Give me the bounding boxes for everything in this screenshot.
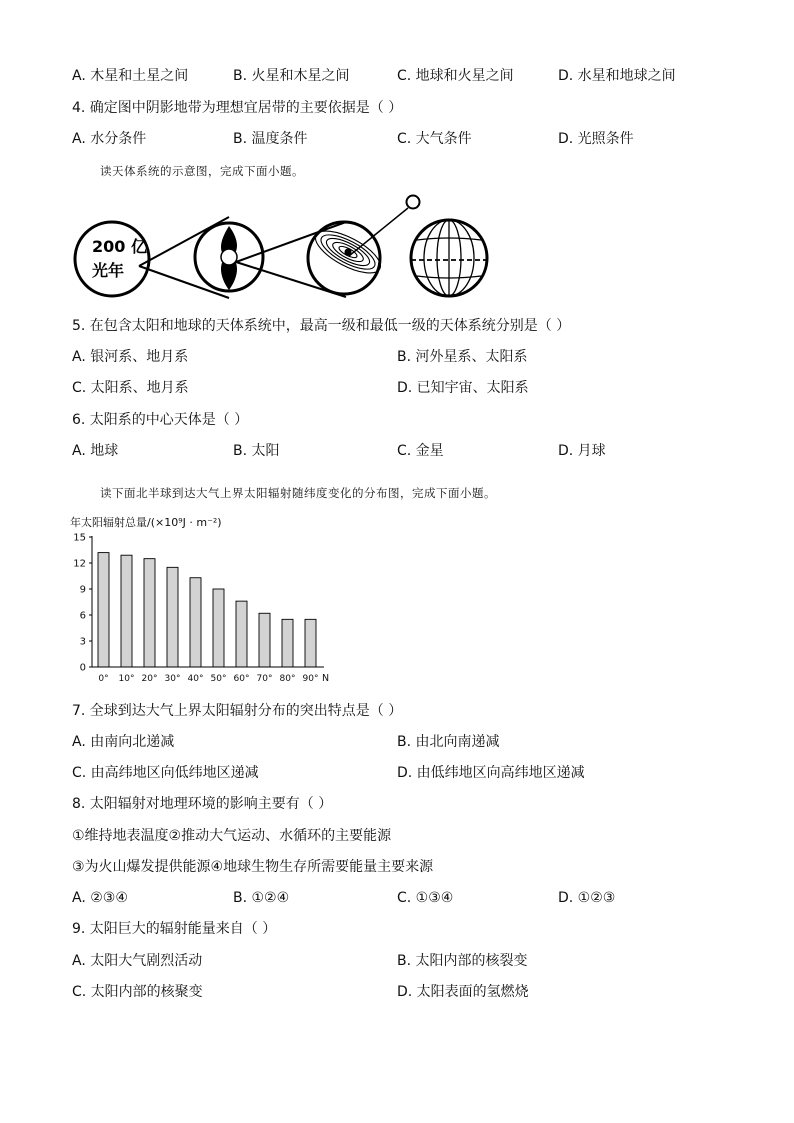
q5-option-a: A. 银河系、地月系 — [72, 349, 189, 365]
q4-stem: 4. 确定图中阴影地带为理想宜居带的主要依据是（ ） — [72, 100, 403, 116]
q6-option-c: C. 金星 — [397, 443, 444, 459]
galaxy-shape — [221, 226, 237, 290]
q7-option-c: C. 由高纬地区向低纬地区递减 — [72, 765, 259, 781]
q5-option-d: D. 已知宇宙、太阳系 — [397, 380, 529, 396]
q7-option-a: A. 由南向北递减 — [72, 734, 175, 750]
bar-10deg — [121, 555, 132, 667]
q8-option-d: D. ①②③ — [558, 890, 616, 906]
q7-stem: 7. 全球到达大气上界太阳辐射分布的突出特点是（ ） — [72, 703, 403, 719]
x-tick-label: 70° — [256, 674, 273, 684]
radiation-bar-chart — [66, 510, 356, 690]
x-tick-label: 0° — [98, 674, 109, 684]
q7-option-b: B. 由北向南递减 — [397, 734, 500, 750]
q6-stem: 6. 太阳系的中心天体是（ ） — [72, 412, 249, 428]
q6-option-d: D. 月球 — [558, 443, 606, 459]
q8-option-c: C. ①③④ — [397, 890, 454, 906]
q9-stem: 9. 太阳巨大的辐射能量来自（ ） — [72, 921, 277, 937]
x-tick-label: 20° — [141, 674, 158, 684]
x-tick-label: 60° — [233, 674, 250, 684]
bar-20deg — [144, 559, 155, 667]
universe-circle — [75, 222, 149, 296]
x-tick-label: 40° — [187, 674, 204, 684]
y-tick-label: 0 — [79, 662, 86, 674]
y-tick-label: 9 — [79, 584, 86, 596]
x-tick-label: 80° — [279, 674, 296, 684]
universe-label-2: 光年 — [92, 261, 125, 280]
q8-option-a: A. ②③④ — [72, 890, 128, 906]
q8-option-b: B. ①②④ — [233, 890, 290, 906]
y-tick-label: 3 — [79, 636, 86, 648]
bar-30deg — [167, 567, 178, 667]
q3-option-d: D. 水星和地球之间 — [558, 68, 676, 84]
q8-stem: 8. 太阳辐射对地理环境的影响主要有（ ） — [72, 796, 333, 812]
y-tick-label: 15 — [73, 532, 86, 544]
q4-option-a: A. 水分条件 — [72, 131, 147, 147]
q4-option-c: C. 大气条件 — [397, 131, 472, 147]
x-tick-label: 90° — [302, 674, 319, 684]
bar-40deg — [190, 578, 201, 667]
y-tick-label: 6 — [79, 610, 86, 622]
q8-items-line2: ③为火山爆发提供能源④地球生物生存所需要能量主要来源 — [72, 859, 434, 875]
q6-option-b: B. 太阳 — [233, 443, 280, 459]
q6-option-a: A. 地球 — [72, 443, 119, 459]
bar-0deg — [98, 553, 109, 667]
bar-80deg — [282, 619, 293, 667]
celestial-systems-figure — [70, 190, 500, 305]
q9-option-a: A. 太阳大气剧烈活动 — [72, 953, 203, 969]
q3-option-b: B. 火星和木星之间 — [233, 68, 350, 84]
intro-radiation-chart: 读下面北半球到达大气上界太阳辐射随纬度变化的分布图，完成下面小题。 — [100, 486, 496, 500]
bar-70deg — [259, 613, 270, 667]
q3-option-a: A. 木星和土星之间 — [72, 68, 189, 84]
solar-orbits — [310, 223, 387, 282]
chart-y-label: 年太阳辐射总量/(×10⁹J · m⁻²) — [70, 516, 222, 529]
q7-option-d: D. 由低纬地区向高纬地区递减 — [397, 765, 585, 781]
q4-option-d: D. 光照条件 — [558, 131, 634, 147]
q9-option-c: C. 太阳内部的核聚变 — [72, 984, 203, 1000]
q5-option-b: B. 河外星系、太阳系 — [397, 349, 528, 365]
q5-option-c: C. 太阳系、地月系 — [72, 380, 189, 396]
q3-option-c: C. 地球和火星之间 — [397, 68, 514, 84]
q9-option-b: B. 太阳内部的核裂变 — [397, 953, 528, 969]
chart-x-label: N — [322, 673, 330, 684]
bar-60deg — [236, 601, 247, 667]
bar-90deg — [305, 619, 316, 667]
q9-option-d: D. 太阳表面的氢燃烧 — [397, 984, 529, 1000]
y-tick-label: 12 — [73, 558, 86, 570]
q8-items-line1: ①维持地表温度②推动大气运动、水循环的主要能源 — [72, 828, 392, 844]
earth-moon-circle — [407, 196, 420, 209]
q5-stem: 5. 在包含太阳和地球的天体系统中，最高一级和最低一级的天体系统分别是（ ） — [72, 318, 571, 334]
q4-option-b: B. 温度条件 — [233, 131, 308, 147]
x-tick-label: 50° — [210, 674, 227, 684]
intro-celestial-systems: 读天体系统的示意图，完成下面小题。 — [100, 164, 304, 178]
x-tick-label: 30° — [164, 674, 181, 684]
bar-50deg — [213, 589, 224, 667]
universe-label-1: 200 亿 — [92, 237, 147, 256]
x-tick-label: 10° — [118, 674, 135, 684]
